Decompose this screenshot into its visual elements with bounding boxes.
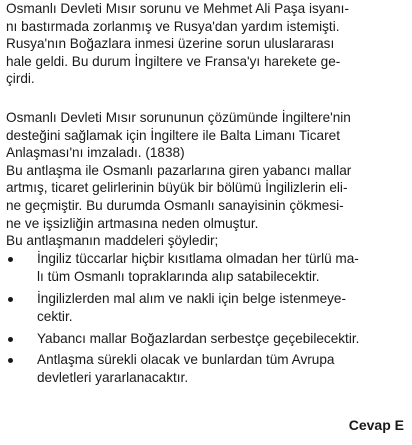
text-line: devletleri yararlanacaktır. — [37, 369, 189, 385]
text-line: Osmanlı Devleti Mısır sorununun çözümünde İngiltere'nin — [6, 110, 351, 125]
text-line: Osmanlı Devleti Mısır sorunu ve Mehmet Ali Paşa isyanı- — [6, 1, 349, 16]
text-line: artmış, ticaret gelirlerinin büyük bir bölümü İngilizlerin eli- — [6, 180, 348, 196]
answer-label: Cevap E — [348, 417, 404, 433]
text-line: Bu antlaşmanın maddeleri şöyledir; — [6, 233, 219, 249]
bullet-dot — [8, 337, 13, 342]
text-line: desteğini sağlamak için İngiltere ile Balta Limanı Ticaret — [6, 127, 340, 143]
bullet-dot — [8, 297, 13, 302]
text-line: ne geçmiştir. Bu durumda Osmanlı sanayisinin çökmesi- — [6, 197, 344, 213]
text-line: çirdi. — [6, 71, 35, 87]
text-line: Anlaşması'nı imzaladı. (1838) — [6, 145, 185, 161]
treaty-articles-list — [6, 250, 404, 386]
text-line: İngiliz tüccarlar hiçbir kısıtlama olmadan her türlü ma- — [37, 251, 359, 266]
text-line: Yabancı mallar Boğazlardan serbestçe geçebilecektir. — [37, 331, 360, 347]
bullet-dot — [8, 257, 13, 262]
text-line: ne ve işsizliğin artmasına neden olmuştur. — [6, 215, 259, 231]
list-item — [6, 290, 404, 325]
bullet-dot — [8, 358, 13, 363]
text-line: hale geldi. Bu durum İngiltere ve Fransa'yı harekete ge- — [6, 53, 341, 69]
paragraph-2 — [6, 109, 404, 250]
text-line: Bu antlaşma ile Osmanlı pazarlarına giren yabancı mallar — [6, 162, 352, 178]
list-item — [6, 330, 404, 348]
text-line: lı tüm Osmanlı topraklarında alıp satabilecektir. — [37, 268, 320, 284]
text-line: cektir. — [37, 308, 73, 324]
text-line: İngilizlerden mal alım ve nakli için belge istenmeye- — [37, 291, 347, 307]
list-item — [6, 250, 404, 285]
text-line: nı bastırmada zorlanmış ve Rusya'dan yardım istemişti. — [6, 18, 340, 34]
text-line: Rusya'nın Boğazlara inmesi üzerine sorun uluslararası — [6, 36, 335, 52]
list-item — [6, 351, 404, 386]
text-line: Antlaşma sürekli olacak ve bunlardan tüm Avrupa — [37, 351, 335, 367]
paragraph-1 — [6, 0, 404, 88]
